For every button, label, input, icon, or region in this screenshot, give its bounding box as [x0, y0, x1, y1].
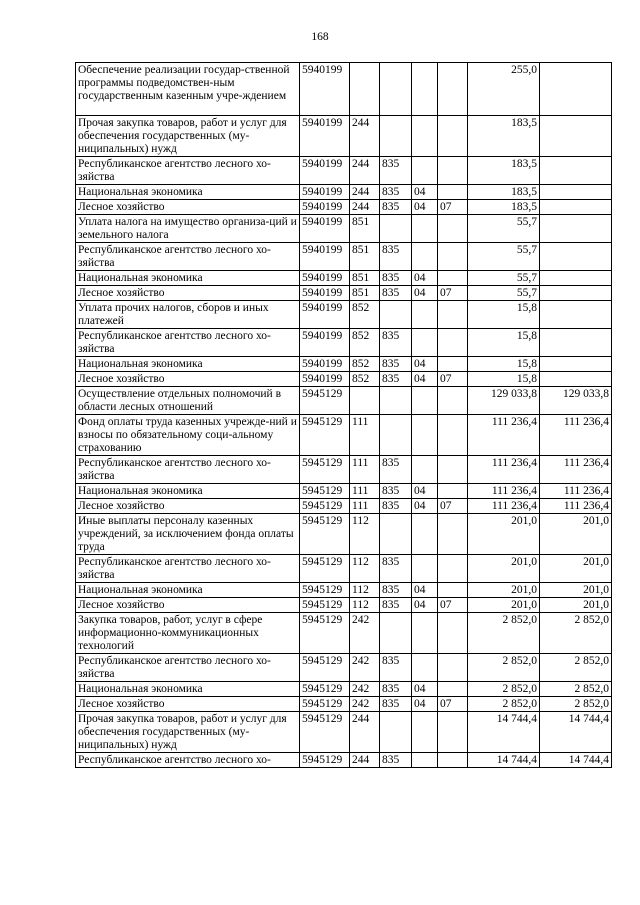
subsection-cell — [438, 357, 468, 372]
row-name-cell: Лесное хозяйство — [76, 697, 300, 712]
row-name-cell: Лесное хозяйство — [76, 200, 300, 215]
table-row — [76, 484, 612, 499]
table-row — [76, 456, 612, 484]
section-cell — [412, 514, 438, 555]
expense-type-cell: 112 — [350, 583, 380, 598]
amount-total-cell: 2 852,0 — [540, 613, 612, 654]
table-row — [76, 157, 612, 185]
ministry-code-cell: 835 — [380, 243, 412, 271]
subsection-cell — [438, 456, 468, 484]
expense-type-cell: 242 — [350, 682, 380, 697]
ministry-code-cell: 835 — [380, 598, 412, 613]
target-article-cell: 5940199 — [300, 329, 350, 357]
target-article-cell: 5940199 — [300, 372, 350, 387]
amount-cell: 183,5 — [468, 157, 540, 185]
table-row — [76, 555, 612, 583]
amount-cell: 55,7 — [468, 286, 540, 301]
section-cell: 04 — [412, 286, 438, 301]
target-article-cell: 5940199 — [300, 301, 350, 329]
table-row — [76, 712, 612, 753]
amount-cell: 201,0 — [468, 514, 540, 555]
expense-type-cell: 112 — [350, 598, 380, 613]
section-cell: 04 — [412, 372, 438, 387]
row-name-cell: Осуществление отдельных полномочий в области лесных отношений — [76, 387, 300, 415]
target-article-cell: 5945129 — [300, 514, 350, 555]
ministry-code-cell — [380, 514, 412, 555]
amount-total-cell: 111 236,4 — [540, 415, 612, 456]
subsection-cell — [438, 243, 468, 271]
amount-total-cell — [540, 116, 612, 157]
expense-type-cell: 242 — [350, 697, 380, 712]
subsection-cell: 07 — [438, 200, 468, 215]
subsection-cell — [438, 682, 468, 697]
expense-type-cell: 244 — [350, 185, 380, 200]
amount-total-cell: 111 236,4 — [540, 499, 612, 514]
subsection-cell: 07 — [438, 598, 468, 613]
row-name-cell: Национальная экономика — [76, 357, 300, 372]
budget-table — [75, 62, 612, 768]
ministry-code-cell — [380, 415, 412, 456]
amount-cell: 111 236,4 — [468, 456, 540, 484]
row-name-cell: Национальная экономика — [76, 185, 300, 200]
target-article-cell: 5945129 — [300, 415, 350, 456]
table-row — [76, 200, 612, 215]
subsection-cell — [438, 157, 468, 185]
amount-cell: 201,0 — [468, 598, 540, 613]
expense-type-cell: 111 — [350, 456, 380, 484]
subsection-cell — [438, 329, 468, 357]
expense-type-cell: 242 — [350, 654, 380, 682]
amount-cell: 55,7 — [468, 215, 540, 243]
section-cell — [412, 116, 438, 157]
section-cell — [412, 301, 438, 329]
amount-cell: 15,8 — [468, 357, 540, 372]
amount-total-cell — [540, 329, 612, 357]
section-cell: 04 — [412, 598, 438, 613]
amount-cell: 15,8 — [468, 329, 540, 357]
section-cell: 04 — [412, 484, 438, 499]
row-name-cell: Уплата налога на имущество организа-ций и земельного налога — [76, 215, 300, 243]
table-row — [76, 243, 612, 271]
subsection-cell — [438, 301, 468, 329]
table-row — [76, 583, 612, 598]
amount-total-cell: 14 744,4 — [540, 753, 612, 768]
subsection-cell — [438, 712, 468, 753]
subsection-cell — [438, 555, 468, 583]
row-name-cell: Прочая закупка товаров, работ и услуг для обеспечения государственных (му-ниципальных) нужд — [76, 116, 300, 157]
expense-type-cell — [350, 63, 380, 116]
target-article-cell: 5940199 — [300, 185, 350, 200]
amount-total-cell: 2 852,0 — [540, 697, 612, 712]
ministry-code-cell: 835 — [380, 555, 412, 583]
amount-cell: 129 033,8 — [468, 387, 540, 415]
amount-total-cell: 201,0 — [540, 598, 612, 613]
section-cell: 04 — [412, 271, 438, 286]
amount-cell: 255,0 — [468, 63, 540, 116]
table-row — [76, 372, 612, 387]
target-article-cell: 5945129 — [300, 613, 350, 654]
target-article-cell: 5940199 — [300, 116, 350, 157]
expense-type-cell: 111 — [350, 415, 380, 456]
ministry-code-cell: 835 — [380, 200, 412, 215]
section-cell: 04 — [412, 357, 438, 372]
table-row — [76, 63, 612, 116]
row-name-cell: Лесное хозяйство — [76, 499, 300, 514]
amount-cell: 183,5 — [468, 200, 540, 215]
amount-cell: 15,8 — [468, 372, 540, 387]
page-number: 168 — [311, 31, 329, 43]
amount-cell: 111 236,4 — [468, 415, 540, 456]
subsection-cell — [438, 387, 468, 415]
amount-total-cell: 129 033,8 — [540, 387, 612, 415]
ministry-code-cell: 835 — [380, 157, 412, 185]
ministry-code-cell: 835 — [380, 286, 412, 301]
target-article-cell: 5940199 — [300, 215, 350, 243]
amount-cell: 183,5 — [468, 185, 540, 200]
expense-type-cell: 111 — [350, 484, 380, 499]
ministry-code-cell: 835 — [380, 329, 412, 357]
amount-cell: 2 852,0 — [468, 697, 540, 712]
row-name-cell: Республиканское агентство лесного хо-зяйства — [76, 329, 300, 357]
amount-cell: 55,7 — [468, 271, 540, 286]
table-row — [76, 613, 612, 654]
ministry-code-cell — [380, 63, 412, 116]
amount-cell: 2 852,0 — [468, 654, 540, 682]
row-name-cell: Национальная экономика — [76, 682, 300, 697]
amount-cell: 55,7 — [468, 243, 540, 271]
target-article-cell: 5945129 — [300, 753, 350, 768]
target-article-cell: 5940199 — [300, 357, 350, 372]
subsection-cell: 07 — [438, 499, 468, 514]
subsection-cell: 07 — [438, 697, 468, 712]
amount-total-cell: 111 236,4 — [540, 484, 612, 499]
table-row — [76, 415, 612, 456]
row-name-cell: Национальная экономика — [76, 484, 300, 499]
amount-total-cell — [540, 200, 612, 215]
table-row — [76, 499, 612, 514]
table-row — [76, 286, 612, 301]
amount-total-cell: 201,0 — [540, 555, 612, 583]
section-cell — [412, 415, 438, 456]
subsection-cell — [438, 415, 468, 456]
section-cell — [412, 387, 438, 415]
section-cell: 04 — [412, 697, 438, 712]
table-row — [76, 514, 612, 555]
amount-total-cell — [540, 185, 612, 200]
target-article-cell: 5945129 — [300, 697, 350, 712]
row-name-cell: Лесное хозяйство — [76, 286, 300, 301]
ministry-code-cell: 835 — [380, 185, 412, 200]
ministry-code-cell: 835 — [380, 484, 412, 499]
section-cell — [412, 243, 438, 271]
subsection-cell — [438, 514, 468, 555]
ministry-code-cell — [380, 712, 412, 753]
amount-cell: 201,0 — [468, 555, 540, 583]
amount-total-cell — [540, 357, 612, 372]
table-row — [76, 271, 612, 286]
ministry-code-cell: 835 — [380, 654, 412, 682]
amount-cell: 15,8 — [468, 301, 540, 329]
ministry-code-cell: 835 — [380, 753, 412, 768]
target-article-cell: 5945129 — [300, 387, 350, 415]
ministry-code-cell: 835 — [380, 499, 412, 514]
amount-total-cell — [540, 63, 612, 116]
table-row — [76, 116, 612, 157]
row-name-cell: Лесное хозяйство — [76, 598, 300, 613]
subsection-cell — [438, 63, 468, 116]
expense-type-cell: 244 — [350, 753, 380, 768]
ministry-code-cell: 835 — [380, 682, 412, 697]
amount-total-cell — [540, 215, 612, 243]
target-article-cell: 5945129 — [300, 654, 350, 682]
target-article-cell: 5945129 — [300, 682, 350, 697]
section-cell — [412, 329, 438, 357]
subsection-cell — [438, 185, 468, 200]
amount-total-cell — [540, 372, 612, 387]
row-name-cell: Лесное хозяйство — [76, 372, 300, 387]
target-article-cell: 5940199 — [300, 157, 350, 185]
target-article-cell: 5945129 — [300, 555, 350, 583]
amount-total-cell: 201,0 — [540, 514, 612, 555]
expense-type-cell: 111 — [350, 499, 380, 514]
section-cell — [412, 712, 438, 753]
amount-total-cell: 201,0 — [540, 583, 612, 598]
expense-type-cell: 244 — [350, 712, 380, 753]
row-name-cell: Фонд оплаты труда казенных учрежде-ний и взносы по обязательному соци-альному страхованию — [76, 415, 300, 456]
section-cell: 04 — [412, 185, 438, 200]
row-name-cell: Республиканское агентство лесного хо-зяйства — [76, 456, 300, 484]
section-cell — [412, 215, 438, 243]
section-cell — [412, 63, 438, 116]
ministry-code-cell: 835 — [380, 583, 412, 598]
expense-type-cell: 852 — [350, 372, 380, 387]
amount-cell: 14 744,4 — [468, 753, 540, 768]
table-row — [76, 682, 612, 697]
subsection-cell — [438, 116, 468, 157]
section-cell — [412, 753, 438, 768]
table-row — [76, 753, 612, 768]
section-cell — [412, 456, 438, 484]
amount-cell: 183,5 — [468, 116, 540, 157]
target-article-cell: 5940199 — [300, 200, 350, 215]
section-cell: 04 — [412, 499, 438, 514]
subsection-cell — [438, 484, 468, 499]
amount-cell: 2 852,0 — [468, 682, 540, 697]
amount-total-cell: 111 236,4 — [540, 456, 612, 484]
row-name-cell: Республиканское агентство лесного хо-зяйства — [76, 654, 300, 682]
table-row — [76, 654, 612, 682]
row-name-cell: Иные выплаты персоналу казенных учреждений, за исключением фонда оплаты труда — [76, 514, 300, 555]
expense-type-cell: 244 — [350, 157, 380, 185]
amount-total-cell — [540, 286, 612, 301]
target-article-cell: 5945129 — [300, 598, 350, 613]
subsection-cell: 07 — [438, 372, 468, 387]
section-cell — [412, 555, 438, 583]
amount-cell: 201,0 — [468, 583, 540, 598]
target-article-cell: 5945129 — [300, 484, 350, 499]
expense-type-cell: 242 — [350, 613, 380, 654]
expense-type-cell: 112 — [350, 514, 380, 555]
table-row — [76, 357, 612, 372]
table-row — [76, 301, 612, 329]
row-name-cell: Республиканское агентство лесного хо-зяйства — [76, 157, 300, 185]
subsection-cell — [438, 271, 468, 286]
target-article-cell: 5940199 — [300, 271, 350, 286]
ministry-code-cell: 835 — [380, 357, 412, 372]
ministry-code-cell: 835 — [380, 271, 412, 286]
target-article-cell: 5940199 — [300, 243, 350, 271]
row-name-cell: Уплата прочих налогов, сборов и иных платежей — [76, 301, 300, 329]
expense-type-cell: 852 — [350, 357, 380, 372]
expense-type-cell: 852 — [350, 329, 380, 357]
expense-type-cell: 851 — [350, 243, 380, 271]
subsection-cell — [438, 654, 468, 682]
row-name-cell: Закупка товаров, работ, услуг в сфере информационно-коммуникационных технологий — [76, 613, 300, 654]
expense-type-cell: 244 — [350, 116, 380, 157]
section-cell: 04 — [412, 682, 438, 697]
section-cell — [412, 613, 438, 654]
target-article-cell: 5940199 — [300, 63, 350, 116]
amount-cell: 111 236,4 — [468, 484, 540, 499]
subsection-cell — [438, 215, 468, 243]
amount-total-cell: 2 852,0 — [540, 654, 612, 682]
ministry-code-cell — [380, 116, 412, 157]
target-article-cell: 5945129 — [300, 499, 350, 514]
expense-type-cell: 851 — [350, 215, 380, 243]
section-cell: 04 — [412, 583, 438, 598]
ministry-code-cell: 835 — [380, 372, 412, 387]
row-name-cell: Обеспечение реализации государ-ственной программы подведомствен-ным государственным казенным учре-ждением — [76, 63, 300, 116]
ministry-code-cell — [380, 387, 412, 415]
section-cell: 04 — [412, 200, 438, 215]
amount-total-cell — [540, 301, 612, 329]
table-row — [76, 185, 612, 200]
expense-type-cell: 851 — [350, 271, 380, 286]
row-name-cell: Республиканское агентство лесного хо-зяйства — [76, 243, 300, 271]
subsection-cell — [438, 583, 468, 598]
target-article-cell: 5945129 — [300, 712, 350, 753]
row-name-cell: Прочая закупка товаров, работ и услуг для обеспечения государственных (му-ниципальных) нужд — [76, 712, 300, 753]
amount-cell: 2 852,0 — [468, 613, 540, 654]
table-row — [76, 697, 612, 712]
amount-total-cell — [540, 271, 612, 286]
target-article-cell: 5945129 — [300, 456, 350, 484]
target-article-cell: 5945129 — [300, 583, 350, 598]
subsection-cell: 07 — [438, 286, 468, 301]
expense-type-cell: 851 — [350, 286, 380, 301]
amount-total-cell: 2 852,0 — [540, 682, 612, 697]
row-name-cell: Республиканское агентство лесного хо- — [76, 753, 300, 768]
subsection-cell — [438, 753, 468, 768]
ministry-code-cell — [380, 301, 412, 329]
expense-type-cell: 112 — [350, 555, 380, 583]
amount-total-cell — [540, 243, 612, 271]
expense-type-cell: 244 — [350, 200, 380, 215]
amount-total-cell — [540, 157, 612, 185]
amount-cell: 14 744,4 — [468, 712, 540, 753]
row-name-cell: Национальная экономика — [76, 583, 300, 598]
table-row — [76, 215, 612, 243]
ministry-code-cell: 835 — [380, 697, 412, 712]
subsection-cell — [438, 613, 468, 654]
expense-type-cell: 852 — [350, 301, 380, 329]
table-row — [76, 598, 612, 613]
row-name-cell: Национальная экономика — [76, 271, 300, 286]
ministry-code-cell — [380, 613, 412, 654]
ministry-code-cell: 835 — [380, 456, 412, 484]
table-row — [76, 387, 612, 415]
amount-total-cell: 14 744,4 — [540, 712, 612, 753]
expense-type-cell — [350, 387, 380, 415]
table-row — [76, 329, 612, 357]
section-cell — [412, 157, 438, 185]
ministry-code-cell — [380, 215, 412, 243]
section-cell — [412, 654, 438, 682]
target-article-cell: 5940199 — [300, 286, 350, 301]
amount-cell: 111 236,4 — [468, 499, 540, 514]
row-name-cell: Республиканское агентство лесного хо-зяйства — [76, 555, 300, 583]
